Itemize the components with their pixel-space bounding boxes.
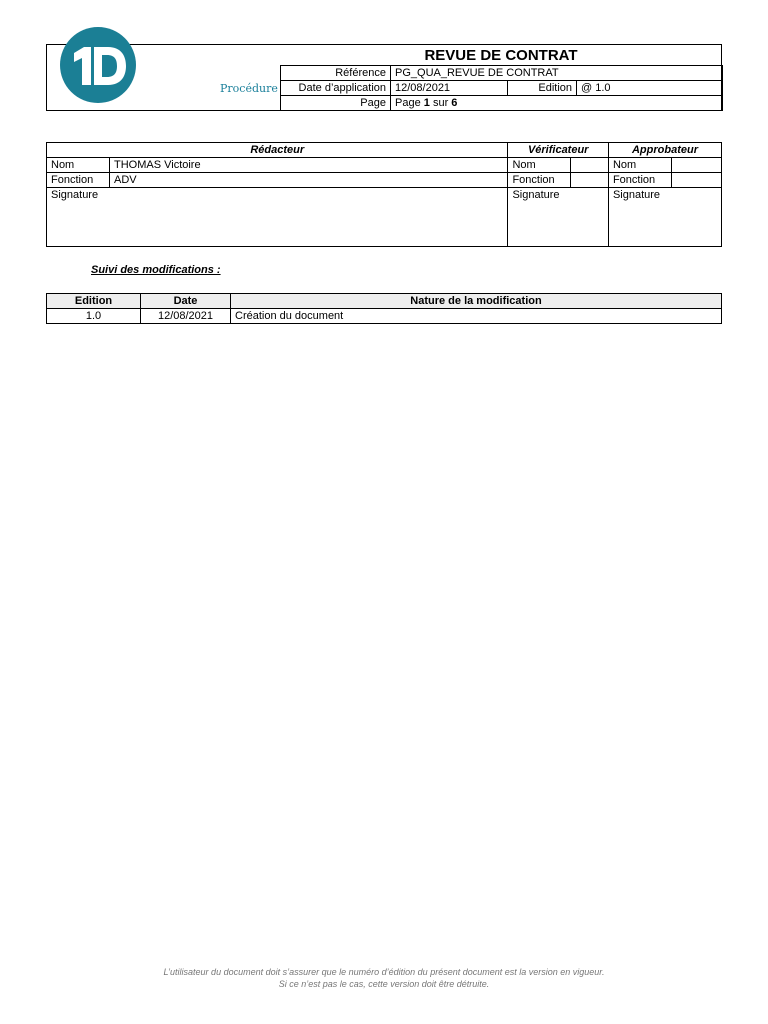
approbateur-signature: Signature xyxy=(608,188,721,247)
mods-header-edition: Edition xyxy=(47,294,141,309)
redacteur-fonction-value: ADV xyxy=(110,173,508,188)
redacteur-fonction-label: Fonction xyxy=(47,173,110,188)
footer-line-1: L’utilisateur du document doit s’assurer que le numéro d’édition du présent document est la version en vigueur. xyxy=(163,967,605,977)
date-value: 12/08/2021 xyxy=(391,81,508,96)
table-row xyxy=(47,309,722,324)
edition-label: Edition xyxy=(508,81,577,96)
redacteur-nom-label: Nom xyxy=(47,158,110,173)
edition-value: @ 1.0 xyxy=(577,81,723,96)
header-redacteur: Rédacteur xyxy=(47,143,508,158)
verificateur-nom-label: Nom xyxy=(508,158,571,173)
mods-header-nature: Nature de la modification xyxy=(231,294,722,309)
redacteur-signature: Signature xyxy=(47,188,508,247)
verificateur-fonction-value xyxy=(571,173,609,188)
mods-header-date: Date xyxy=(141,294,231,309)
page-label: Page xyxy=(281,96,391,111)
verificateur-signature: Signature xyxy=(508,188,609,247)
page-footer xyxy=(0,966,768,990)
approbateur-fonction-label: Fonction xyxy=(608,173,671,188)
header-approbateur: Approbateur xyxy=(608,143,721,158)
redacteur-nom-value: THOMAS Victoire xyxy=(110,158,508,173)
document-header xyxy=(46,44,722,111)
page-value: Page 1 sur 6 xyxy=(391,96,723,111)
verificateur-nom-value xyxy=(571,158,609,173)
approbateur-fonction-value xyxy=(671,173,721,188)
mods-row-date: 12/08/2021 xyxy=(141,309,231,324)
verificateur-fonction-label: Fonction xyxy=(508,173,571,188)
document-title: REVUE DE CONTRAT xyxy=(280,45,722,66)
date-label: Date d’application xyxy=(281,81,391,96)
header-info-table xyxy=(280,65,723,111)
mods-row-edition: 1.0 xyxy=(47,309,141,324)
mods-row-nature: Création du document xyxy=(231,309,722,324)
header-verificateur: Vérificateur xyxy=(508,143,609,158)
company-logo-icon xyxy=(60,27,136,103)
approbateur-nom-label: Nom xyxy=(608,158,671,173)
modifications-table xyxy=(46,293,722,324)
modifications-section-title: Suivi des modifications : xyxy=(91,264,221,276)
reference-value: PG_QUA_REVUE DE CONTRAT xyxy=(391,66,723,81)
procedure-label: Procédure xyxy=(220,82,278,95)
approbateur-nom-value xyxy=(671,158,721,173)
approval-table xyxy=(46,142,722,247)
footer-line-2: Si ce n’est pas le cas, cette version doit être détruite. xyxy=(278,979,490,989)
reference-label: Référence xyxy=(281,66,391,81)
